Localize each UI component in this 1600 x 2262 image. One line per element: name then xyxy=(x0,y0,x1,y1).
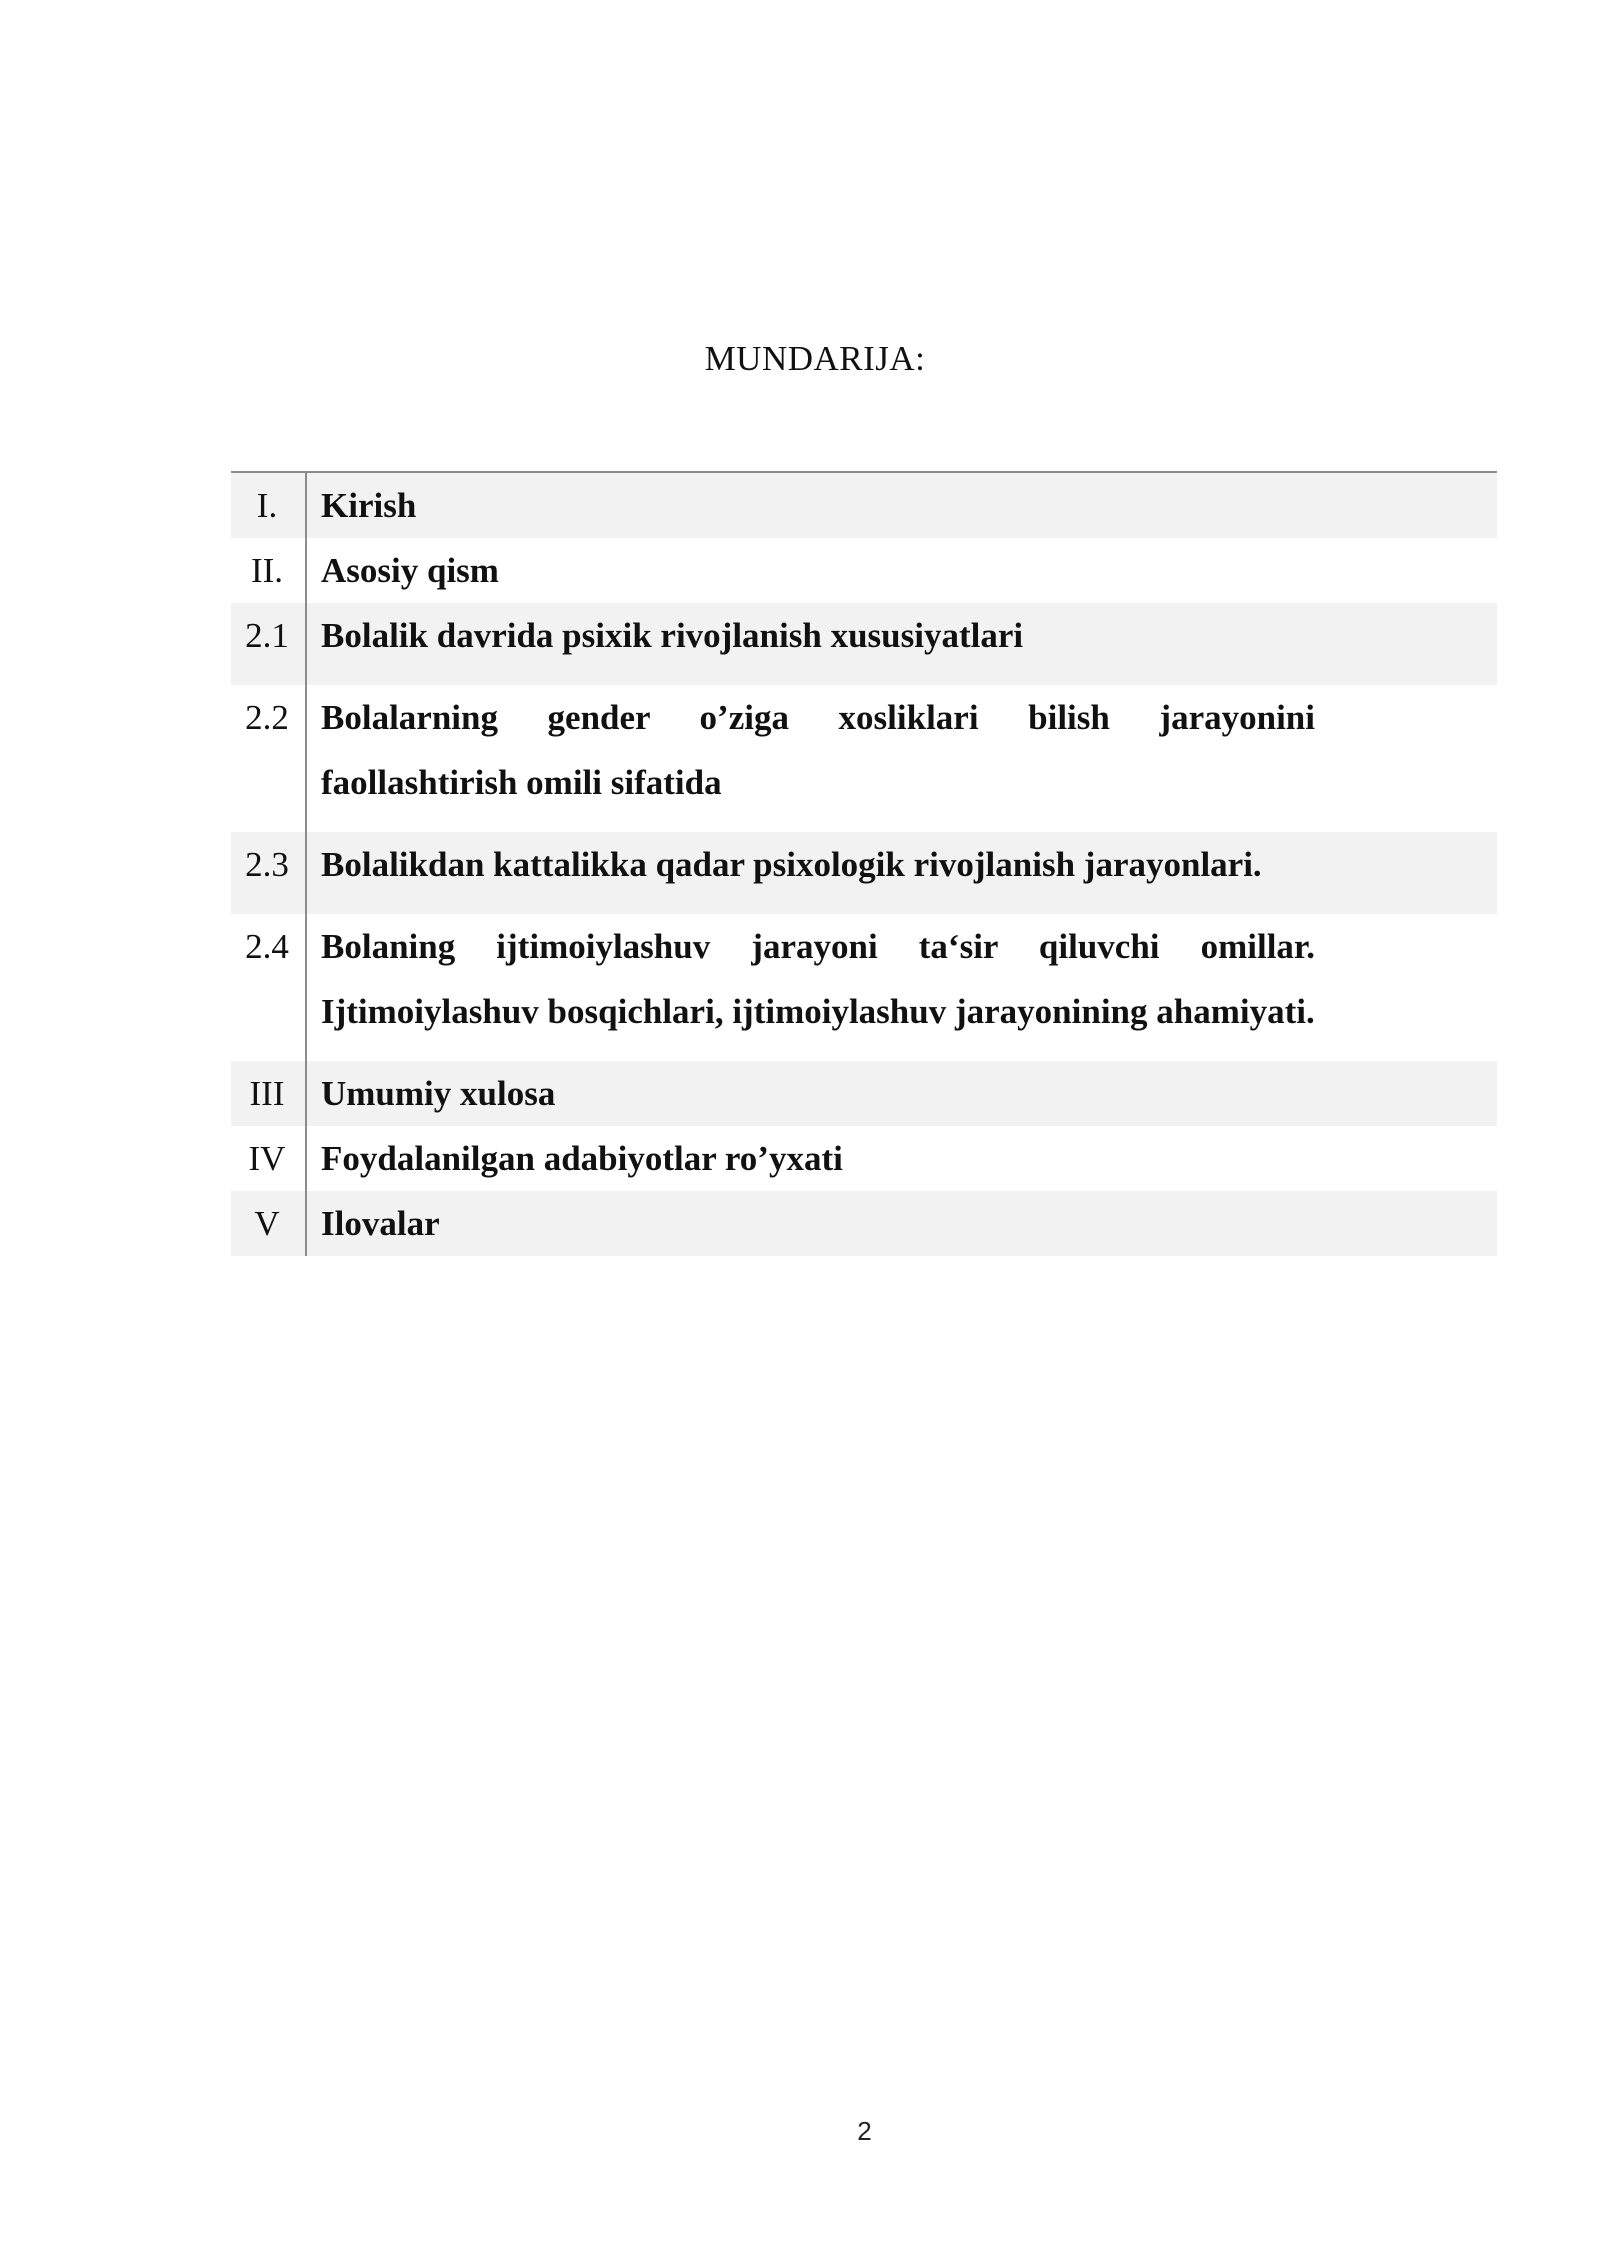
toc-item-number: I. xyxy=(231,473,307,538)
toc-item-number: 2.4 xyxy=(231,914,307,1061)
toc-row xyxy=(231,685,1497,832)
toc-item-number: III xyxy=(231,1061,307,1126)
toc-item-number: 2.3 xyxy=(231,832,307,914)
toc-item-title: Ilovalar xyxy=(321,1204,440,1243)
toc-item-number: 2.2 xyxy=(231,685,307,832)
page-title: MUNDARIJA: xyxy=(704,339,926,378)
toc-item-number: II. xyxy=(231,538,307,603)
toc-item-title: Bolalarning gender o’ziga xosliklari bilish jarayonini faollashtirish omili sifatida xyxy=(321,698,1315,802)
toc-row xyxy=(231,1191,1497,1256)
toc-item-title: Asosiy qism xyxy=(321,551,499,590)
toc-item-title: Bolaning ijtimoiylashuv jarayoni ta‘sir qiluvchi omillar. Ijtimoiylashuv bosqichlari, ijtimoiylashuv jarayonining ahamiyati. xyxy=(321,927,1315,1031)
toc-item-title: Umumiy xulosa xyxy=(321,1074,556,1113)
toc-item-title: Bolalik davrida psixik rivojlanish xususiyatlari xyxy=(321,616,1024,655)
toc-row xyxy=(231,473,1497,538)
toc-row xyxy=(231,832,1497,914)
toc-row xyxy=(231,603,1497,685)
toc-item-title: Kirish xyxy=(321,486,417,525)
toc-item-title: Foydalanilgan adabiyotlar ro’yxati xyxy=(321,1139,843,1178)
page-number: 2 xyxy=(857,2116,872,2146)
toc-row xyxy=(231,538,1497,603)
toc-row xyxy=(231,1061,1497,1126)
toc-item-number: 2.1 xyxy=(231,603,307,685)
toc-item-number: V xyxy=(231,1191,307,1256)
toc-row xyxy=(231,914,1497,1061)
toc-row xyxy=(231,1126,1497,1191)
toc-item-number: IV xyxy=(231,1126,307,1191)
toc-item-title: Bolalikdan kattalikka qadar psixologik rivojlanish jarayonlari. xyxy=(321,845,1262,884)
table-of-contents xyxy=(231,471,1497,1256)
